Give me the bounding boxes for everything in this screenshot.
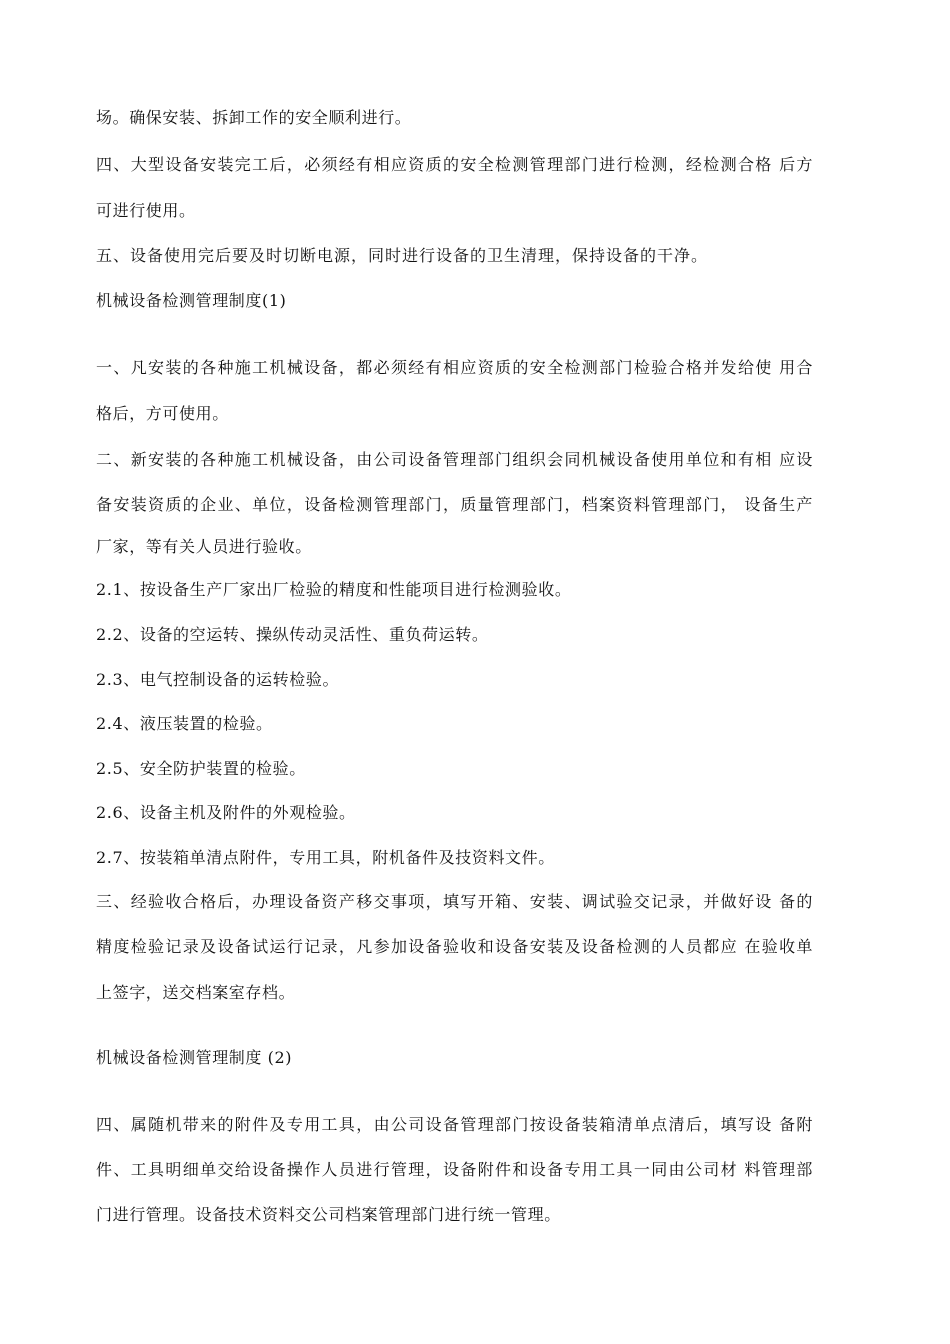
list-item: 2.1、按设备生产厂家出厂检验的精度和性能项目进行检测验收。 — [96, 580, 572, 599]
paragraph-line: 厂家，等有关人员进行验收。 — [96, 537, 312, 556]
section-heading: 机械设备检测管理制度(1) — [96, 291, 287, 310]
paragraph-line: 格后，方可使用。 — [96, 404, 229, 423]
section-heading: 机械设备检测管理制度 (2) — [96, 1048, 293, 1067]
paragraph-line: 可进行使用。 — [96, 201, 196, 220]
list-item: 2.6、设备主机及附件的外观检验。 — [96, 803, 356, 822]
paragraph-line: 门进行管理。设备技术资料交公司档案管理部门进行统一管理。 — [96, 1205, 561, 1224]
paragraph-line: 精度检验记录及设备试运行记录，凡参加设备验收和设备安装及设备检测的人员都应 在验收单 — [96, 937, 814, 956]
paragraph-line: 上签字，送交档案室存档。 — [96, 983, 296, 1002]
paragraph-line: 五、设备使用完后要及时切断电源，同时进行设备的卫生清理，保持设备的干净。 — [96, 246, 709, 265]
list-item: 2.2、设备的空运转、操纵传动灵活性、重负荷运转。 — [96, 625, 489, 644]
paragraph-line: 件、工具明细单交给设备操作人员进行管理，设备附件和设备专用工具一同由公司材 料管理部 — [96, 1160, 814, 1179]
paragraph-line: 一、凡安装的各种施工机械设备，都必须经有相应资质的安全检测部门检验合格并发给使 用合 — [96, 358, 814, 377]
paragraph-line: 四、属随机带来的附件及专用工具，由公司设备管理部门按设备装箱清单点清后，填写设 备附 — [96, 1115, 814, 1134]
list-item: 2.7、按装箱单清点附件，专用工具，附机备件及技资料文件。 — [96, 848, 555, 867]
paragraph-line: 备安装资质的企业、单位，设备检测管理部门，质量管理部门，档案资料管理部门， 设备生产 — [96, 495, 814, 514]
paragraph-line: 场。确保安装、拆卸工作的安全顺利进行。 — [96, 108, 412, 127]
list-item: 2.3、电气控制设备的运转检验。 — [96, 670, 340, 689]
paragraph-line: 四、大型设备安装完工后，必须经有相应资质的安全检测管理部门进行检测，经检测合格 后方 — [96, 155, 814, 174]
list-item: 2.4、液压装置的检验。 — [96, 714, 273, 733]
list-item: 2.5、安全防护装置的检验。 — [96, 759, 306, 778]
paragraph-line: 二、新安装的各种施工机械设备，由公司设备管理部门组织会同机械设备使用单位和有相 应设 — [96, 450, 814, 469]
paragraph-line: 三、经验收合格后，办理设备资产移交事项，填写开箱、安装、调试验交记录，并做好设 备的 — [96, 892, 814, 911]
